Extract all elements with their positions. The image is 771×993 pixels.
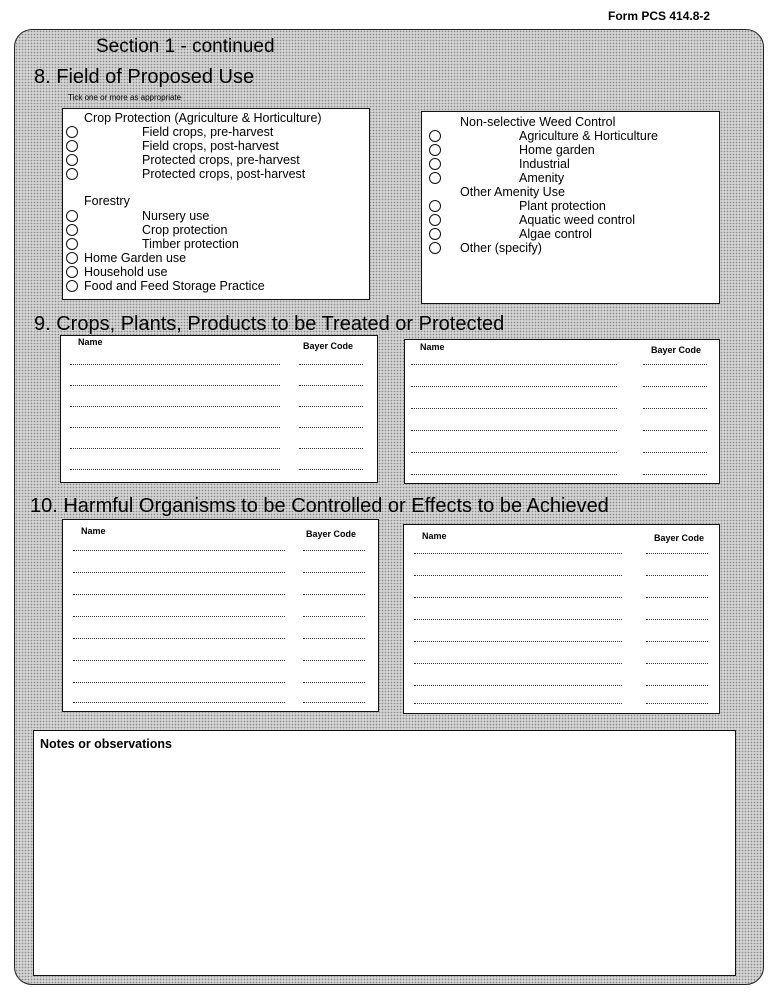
option-protected-crops-post: Protected crops, post-harvest (142, 167, 306, 181)
code-entry-line[interactable] (643, 452, 707, 453)
option-household-use: Household use (84, 265, 168, 279)
option-home-garden: Home garden (519, 143, 595, 157)
code-entry-line[interactable] (646, 553, 708, 554)
radio-aquatic-weed-control[interactable] (429, 214, 441, 226)
amenity-group: Other Amenity Use (460, 185, 565, 199)
field-use-right-box (421, 111, 720, 304)
radio-food-feed-storage[interactable] (66, 280, 78, 292)
radio-field-crops-post[interactable] (66, 140, 78, 152)
option-home-garden-use: Home Garden use (84, 251, 187, 265)
code-entry-line[interactable] (299, 427, 363, 428)
name-entry-line[interactable] (73, 682, 285, 683)
option-crop-protection: Crop protection (142, 223, 228, 237)
option-industrial: Industrial (519, 157, 570, 171)
name-entry-line[interactable] (414, 703, 622, 704)
code-entry-line[interactable] (299, 364, 363, 365)
organisms-heading: 10. Harmful Organisms to be Controlled or Effects to be Achieved (30, 495, 609, 517)
name-entry-line[interactable] (70, 448, 280, 449)
code-entry-line[interactable] (646, 685, 708, 686)
field-use-heading: 8. Field of Proposed Use (34, 66, 255, 88)
crops-heading: 9. Crops, Plants, Products to be Treated or Protected (34, 313, 505, 335)
crops-table-left (60, 335, 378, 483)
name-entry-line[interactable] (411, 386, 617, 387)
option-timber-protection: Timber protection (142, 237, 239, 251)
name-column-header: Name (78, 337, 103, 347)
tick-instruction: Tick one or more as appropriate (68, 93, 182, 102)
name-column-header: Name (420, 342, 445, 352)
name-entry-line[interactable] (414, 685, 622, 686)
radio-agri-horti[interactable] (429, 130, 441, 142)
name-entry-line[interactable] (73, 702, 285, 703)
name-entry-line[interactable] (73, 638, 285, 639)
radio-protected-crops-post[interactable] (66, 168, 78, 180)
name-entry-line[interactable] (70, 469, 280, 470)
field-use-left-box (62, 108, 370, 300)
radio-crop-protection[interactable] (66, 224, 78, 236)
radio-nursery-use[interactable] (66, 210, 78, 222)
option-nursery-use: Nursery use (142, 209, 210, 223)
code-entry-line[interactable] (646, 641, 708, 642)
name-entry-line[interactable] (414, 597, 622, 598)
name-entry-line[interactable] (411, 364, 617, 365)
bayer-code-column-header: Bayer Code (306, 529, 357, 539)
radio-industrial[interactable] (429, 158, 441, 170)
code-entry-line[interactable] (643, 408, 707, 409)
code-entry-line[interactable] (299, 448, 363, 449)
code-entry-line[interactable] (646, 575, 708, 576)
name-column-header: Name (81, 526, 106, 536)
code-entry-line[interactable] (303, 638, 365, 639)
name-entry-line[interactable] (411, 474, 617, 475)
code-entry-line[interactable] (643, 430, 707, 431)
code-entry-line[interactable] (303, 550, 365, 551)
radio-field-crops-pre[interactable] (66, 126, 78, 138)
radio-home-garden[interactable] (429, 144, 441, 156)
crop-protection-group: Crop Protection (Agriculture & Horticulture) (84, 111, 322, 125)
option-algae-control: Algae control (519, 227, 592, 241)
forestry-group: Forestry (84, 194, 130, 208)
name-entry-line[interactable] (70, 385, 280, 386)
code-entry-line[interactable] (299, 469, 363, 470)
notes-textarea[interactable] (38, 755, 731, 971)
option-field-crops-pre: Field crops, pre-harvest (142, 125, 274, 139)
radio-protected-crops-pre[interactable] (66, 154, 78, 166)
code-entry-line[interactable] (646, 619, 708, 620)
option-aquatic-weed-control: Aquatic weed control (519, 213, 636, 227)
bayer-code-column-header: Bayer Code (651, 345, 702, 355)
code-entry-line[interactable] (646, 703, 708, 704)
radio-amenity[interactable] (429, 172, 441, 184)
name-entry-line[interactable] (414, 663, 622, 664)
code-entry-line[interactable] (299, 406, 363, 407)
option-food-feed-storage: Food and Feed Storage Practice (84, 279, 265, 293)
organisms-table-left (62, 519, 379, 712)
option-amenity: Amenity (519, 171, 565, 185)
name-column-header: Name (422, 531, 447, 541)
name-entry-line[interactable] (414, 619, 622, 620)
option-field-crops-post: Field crops, post-harvest (142, 139, 279, 153)
name-entry-line[interactable] (73, 616, 285, 617)
radio-timber-protection[interactable] (66, 238, 78, 250)
code-entry-line[interactable] (303, 660, 365, 661)
option-other-specify: Other (specify) (460, 241, 542, 255)
notes-box (33, 730, 736, 976)
code-entry-line[interactable] (643, 474, 707, 475)
option-agri-horti: Agriculture & Horticulture (519, 129, 658, 143)
weed-control-group: Non-selective Weed Control (460, 115, 616, 129)
organisms-table-right (403, 524, 720, 714)
section-title: Section 1 - continued (96, 36, 275, 57)
code-entry-line[interactable] (303, 572, 365, 573)
radio-home-garden-use[interactable] (66, 252, 78, 264)
radio-household-use[interactable] (66, 266, 78, 278)
notes-label: Notes or observations (40, 737, 172, 751)
name-entry-line[interactable] (73, 572, 285, 573)
code-entry-line[interactable] (303, 616, 365, 617)
name-entry-line[interactable] (414, 575, 622, 576)
name-entry-line[interactable] (414, 641, 622, 642)
code-entry-line[interactable] (303, 594, 365, 595)
bayer-code-column-header: Bayer Code (654, 533, 705, 543)
bayer-code-column-header: Bayer Code (303, 341, 354, 351)
code-entry-line[interactable] (299, 385, 363, 386)
name-entry-line[interactable] (414, 553, 622, 554)
name-entry-line[interactable] (70, 406, 280, 407)
name-entry-line[interactable] (70, 364, 280, 365)
crops-table-right (404, 339, 720, 484)
option-protected-crops-pre: Protected crops, pre-harvest (142, 153, 300, 167)
name-entry-line[interactable] (73, 550, 285, 551)
code-entry-line[interactable] (646, 597, 708, 598)
name-entry-line[interactable] (73, 660, 285, 661)
name-entry-line[interactable] (411, 430, 617, 431)
code-entry-line[interactable] (646, 663, 708, 664)
code-entry-line[interactable] (643, 364, 707, 365)
code-entry-line[interactable] (303, 702, 365, 703)
code-entry-line[interactable] (303, 682, 365, 683)
option-plant-protection: Plant protection (519, 199, 606, 213)
name-entry-line[interactable] (411, 452, 617, 453)
form-id: Form PCS 414.8-2 (608, 9, 711, 23)
name-entry-line[interactable] (73, 594, 285, 595)
name-entry-line[interactable] (411, 408, 617, 409)
radio-plant-protection[interactable] (429, 200, 441, 212)
name-entry-line[interactable] (70, 427, 280, 428)
radio-algae-control[interactable] (429, 228, 441, 240)
code-entry-line[interactable] (643, 386, 707, 387)
radio-other-specify[interactable] (429, 242, 441, 254)
